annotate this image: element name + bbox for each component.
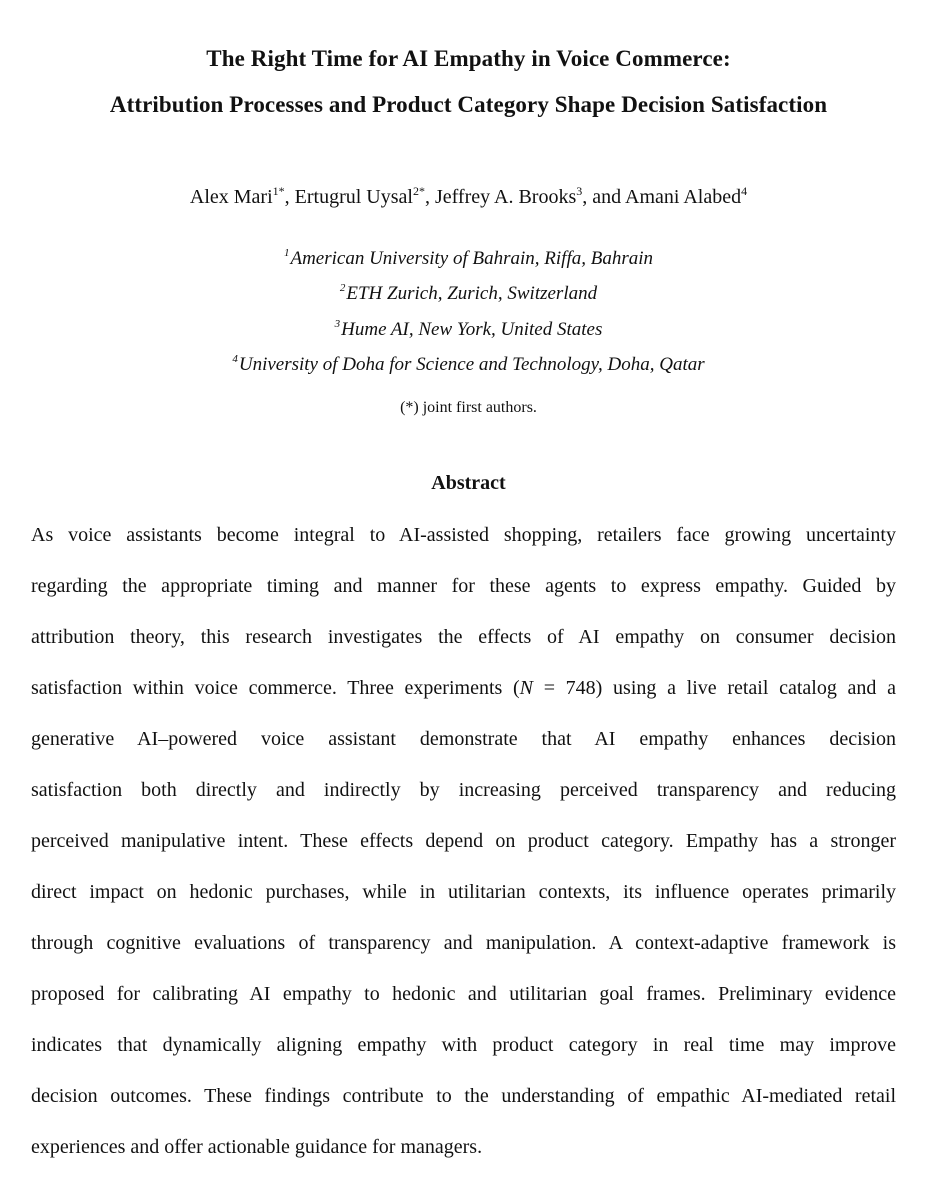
abstract-line: satisfaction both directly and indirectly by increasing perceived transparency and reducing xyxy=(31,779,896,801)
author-affiliation-mark: 3 xyxy=(576,184,583,198)
author-name: Ertugrul Uysal xyxy=(294,186,413,208)
affiliation-1 xyxy=(0,247,937,271)
abstract-line-text: satisfaction within voice commerce. Three experiments (N = 748) using a live retail catalog and a xyxy=(31,677,897,699)
joint-authors-note: (*) joint first authors. xyxy=(400,399,537,416)
abstract-line: perceived manipulative intent. These effects depend on product category. Empathy has a stronger xyxy=(31,830,896,852)
abstract-heading: Abstract xyxy=(431,472,506,494)
affiliation-mark: 4 xyxy=(232,353,238,365)
affiliation-mark: 3 xyxy=(334,318,341,330)
author-affiliation-mark: 1* xyxy=(272,184,285,198)
abstract-line: decision outcomes. These findings contribute to the understanding of empathic AI-mediated retail xyxy=(31,1085,896,1107)
affiliation-mark: 2 xyxy=(339,282,346,294)
paper-title-line-2: Attribution Processes and Product Category Shape Decision Satisfaction xyxy=(109,92,828,117)
author-separator: , xyxy=(284,186,295,208)
abstract-line: experiences and offer actionable guidance for managers. xyxy=(31,1136,483,1158)
abstract-line: As voice assistants become integral to AI-assisted shopping, retailers face growing uncertainty xyxy=(31,524,896,546)
abstract-line: indicates that dynamically aligning empathy with product category in real time may improve xyxy=(31,1034,896,1056)
author-separator: , xyxy=(424,186,435,208)
author-name: Alex Mari xyxy=(189,186,273,208)
author-separator: , and xyxy=(582,186,626,208)
abstract-line: direct impact on hedonic purchases, while in utilitarian contexts, its influence operates primarily xyxy=(31,881,896,903)
affiliation-text: ETH Zurich, Zurich, Switzerland xyxy=(346,283,598,304)
abstract-line xyxy=(31,673,896,703)
author-list xyxy=(0,184,937,210)
abstract-line: regarding the appropriate timing and manner for these agents to express empathy. Guided by xyxy=(31,575,896,597)
affiliation-4 xyxy=(0,353,937,377)
affiliation-2 xyxy=(0,282,937,306)
abstract-line: through cognitive evaluations of transparency and manipulation. A context-adaptive framework is xyxy=(31,932,896,954)
author-name: Jeffrey A. Brooks xyxy=(434,186,577,208)
author-name: Amani Alabed xyxy=(625,186,742,208)
author-affiliation-mark: 2* xyxy=(412,184,425,198)
abstract-line: attribution theory, this research investigates the effects of AI empathy on consumer decision xyxy=(31,626,896,648)
affiliation-mark: 1 xyxy=(283,247,290,259)
affiliation-text: University of Doha for Science and Technology, Doha, Qatar xyxy=(238,354,705,375)
affiliation-text: Hume AI, New York, United States xyxy=(341,319,603,340)
paper-title-line-1: The Right Time for AI Empathy in Voice Commerce: xyxy=(206,46,731,71)
affiliation-3 xyxy=(0,318,937,342)
abstract-line: generative AI–powered voice assistant demonstrate that AI empathy enhances decision xyxy=(31,728,896,750)
affiliation-text: American University of Bahrain, Riffa, Bahrain xyxy=(290,248,654,269)
abstract-line: proposed for calibrating AI empathy to hedonic and utilitarian goal frames. Preliminary evidence xyxy=(31,983,896,1005)
author-affiliation-mark: 4 xyxy=(741,184,748,198)
